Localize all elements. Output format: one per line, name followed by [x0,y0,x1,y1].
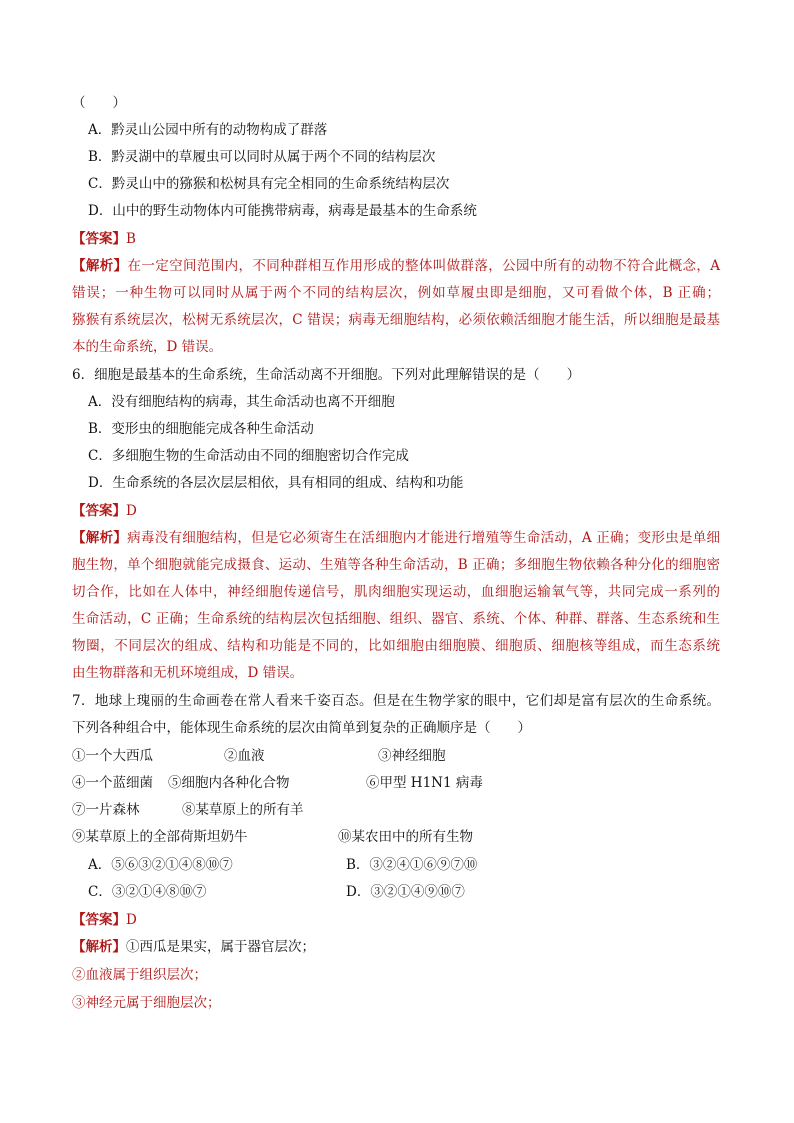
q6-analysis-line-2: 胞生物，单个细胞就能完成摄食、运动、生殖等各种生命活动，B 正确；多细胞生物依赖各种分化的细胞密 [72,557,720,573]
q7-item: ⑥甲型 H1N1 病毒 [366,775,483,791]
q7-item: ⑤细胞内各种化合物 [168,775,290,791]
q6-analysis-line-1 [72,525,720,552]
q5-stem-tail: （ ） [72,95,126,111]
q7-stem-line-2: 下列各种组合中，能体现生命系统的层次由简单到复杂的正确顺序是（ ） [72,720,531,736]
q7-item: ①一个大西瓜 [72,748,153,764]
q6-analysis-line-3: 切合作，比如在人体中，神经细胞传递信号，肌肉细胞实现运动，血细胞运输氧气等，共同完成一系列的 [72,584,720,600]
q7-item: ③神经细胞 [378,748,446,764]
answer-tag: 【答案】 [72,912,126,928]
q7-item: ⑩某农田中的所有生物 [338,829,473,845]
q6-option-d: D．生命系统的各层次层层相依，具有相同的组成、结构和功能 [88,475,464,491]
q6-analysis-line-5: 物圈，不同层次的组成、结构和功能是不同的，比如细胞由细胞膜、细胞质、细胞核等组成，而生态系统 [72,638,720,654]
q7-item: ⑨某草原上的全部荷斯坦奶牛 [72,829,248,845]
analysis-text: 病毒没有细胞结构，但是它必须寄生在活细胞内才能进行增殖等生命活动，A 正确；变形虫是单细 [127,530,721,546]
q7-item: ②血液 [224,748,265,764]
q7-analysis-line-2: ②血液属于组织层次； [72,967,207,983]
answer-tag: 【答案】 [72,231,126,247]
analysis-tag: 【解析】 [72,939,126,955]
answer-value: D [126,503,137,519]
q5-analysis-line-2: 错误；一种生物可以同时从属于两个不同的结构层次，例如草履虫即是细胞，又可看做个体，B 正确； [72,285,720,301]
q6-option-c: C．多细胞生物的生命活动由不同的细胞密切合作完成 [88,448,409,464]
answer-value: D [126,912,137,928]
analysis-text: 在一定空间范围内，不同种群相互作用形成的整体叫做群落，公园中所有的动物不符合此概念，A [127,258,720,274]
q6-analysis-line-6: 由生物群落和无机环境组成，D 错误。 [72,665,304,681]
q5-option-d: D．山中的野生动物体内可能携带病毒，病毒是最基本的生命系统 [88,203,477,219]
q5-analysis-line-4: 本的生命系统，D 错误。 [72,339,223,355]
q7-item: ⑧某草原上的所有羊 [182,802,304,818]
q6-option-b: B．变形虫的细胞能完成各种生命活动 [88,421,314,437]
q6-analysis-line-4: 生命活动，C 正确；生命系统的结构层次包括细胞、组织、器官、系统、个体、种群、群落、生态系统和生 [72,611,720,627]
q7-option-a: A．⑤⑥③②①④⑧⑩⑦ [88,857,233,873]
q7-option-c: C．③②①④⑧⑩⑦ [88,884,207,900]
q7-option-b: B．③②④①⑥⑨⑦⑩ [346,857,478,873]
answer-value: B [126,231,136,247]
q6-option-a: A．没有细胞结构的病毒，其生命活动也离不开细胞 [88,394,395,410]
q5-analysis-line-1 [72,253,720,280]
q6-answer [72,498,137,525]
q5-option-a: A．黔灵山公园中所有的动物构成了群落 [88,122,328,138]
q7-item: ⑦一片森林 [72,802,140,818]
analysis-text: ①西瓜是果实，属于器官层次； [126,939,315,955]
answer-tag: 【答案】 [72,503,126,519]
q7-item: ④一个蓝细菌 [72,775,153,791]
q7-analysis-line-1 [72,934,315,961]
analysis-tag: 【解析】 [72,258,128,274]
q7-analysis-line-3: ③神经元属于细胞层次； [72,995,221,1011]
q5-option-b: B．黔灵湖中的草履虫可以同时从属于两个不同的结构层次 [88,149,436,165]
q6-stem: 6．细胞是最基本的生命系统，生命活动离不开细胞。下列对此理解错误的是（ ） [72,367,581,383]
q5-option-c: C．黔灵山中的猕猴和松树具有完全相同的生命系统结构层次 [88,176,450,192]
q7-answer [72,907,137,934]
analysis-tag: 【解析】 [72,530,128,546]
q7-option-d: D．③②①④⑨⑩⑦ [346,884,465,900]
q7-stem-line-1: 7．地球上瑰丽的生命画卷在常人看来千姿百态。但是在生物学家的眼中，它们却是富有层次的生命系统。 [72,693,720,709]
q5-answer [72,226,136,253]
q5-analysis-line-3: 猕猴有系统层次，松树无系统层次，C 错误；病毒无细胞结构，必须依赖活细胞才能生活，所以细胞是最基 [72,312,720,328]
